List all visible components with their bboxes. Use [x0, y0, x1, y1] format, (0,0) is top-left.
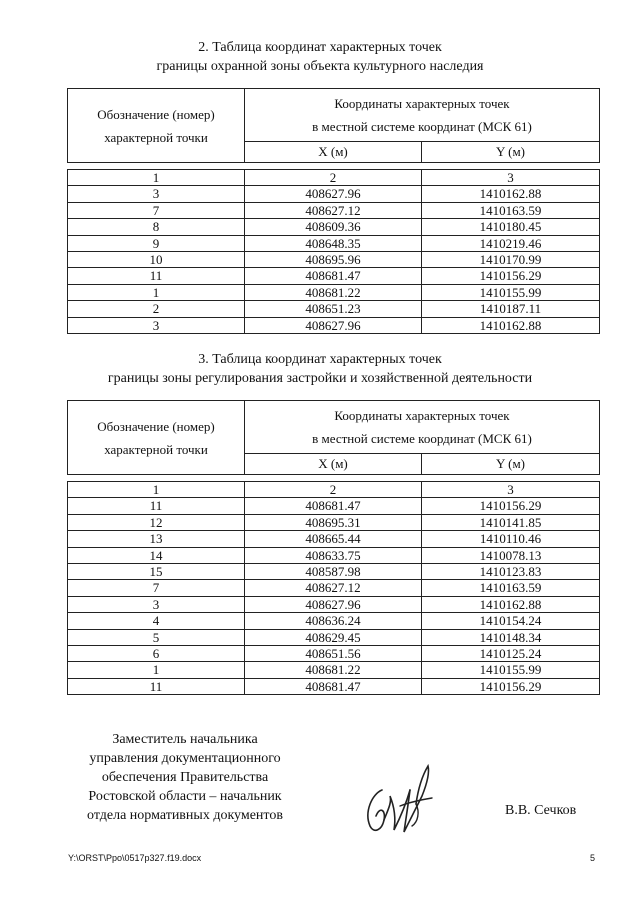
header-x: X (м)	[245, 142, 422, 163]
x-coordinate-cell: 408648.35	[245, 235, 422, 251]
numbering-cell: 3	[422, 170, 600, 186]
x-coordinate-cell: 408681.47	[245, 498, 422, 514]
handwritten-signature	[360, 760, 440, 840]
table-row	[68, 678, 600, 694]
x-coordinate-cell: 408636.24	[245, 613, 422, 629]
table-row	[68, 514, 600, 530]
point-number-cell: 10	[68, 252, 245, 268]
point-number-cell: 11	[68, 498, 245, 514]
x-coordinate-cell: 408681.22	[245, 284, 422, 300]
table-row	[68, 317, 600, 333]
y-coordinate-cell: 1410162.88	[422, 596, 600, 612]
y-coordinate-cell: 1410123.83	[422, 564, 600, 580]
point-number-cell: 2	[68, 301, 245, 317]
y-coordinate-cell: 1410187.11	[422, 301, 600, 317]
y-coordinate-cell: 1410180.45	[422, 219, 600, 235]
y-coordinate-cell: 1410148.34	[422, 629, 600, 645]
table-row	[68, 498, 600, 514]
table-row	[68, 268, 600, 284]
point-number-cell: 7	[68, 580, 245, 596]
point-number-cell: 6	[68, 646, 245, 662]
footer-file-path: Y:\ORST\Ppo\0517p327.f19.docx	[68, 853, 202, 863]
point-number-cell: 1	[68, 284, 245, 300]
signer-name: В.В. Сечков	[505, 803, 577, 818]
y-coordinate-cell: 1410125.24	[422, 646, 600, 662]
table2-caption	[0, 38, 640, 76]
table-row	[68, 564, 600, 580]
table-row	[68, 219, 600, 235]
x-coordinate-cell: 408627.12	[245, 580, 422, 596]
y-coordinate-cell: 1410154.24	[422, 613, 600, 629]
signer-title-line: управления документационного	[89, 751, 281, 766]
y-coordinate-cell: 1410219.46	[422, 235, 600, 251]
header-coordinates: Координаты характерных точек в местной системе координат (МСК 61)	[245, 89, 600, 142]
table2-caption-line1: 2. Таблица координат характерных точек	[198, 40, 442, 55]
table-row	[68, 596, 600, 612]
x-coordinate-cell: 408633.75	[245, 547, 422, 563]
table-row	[68, 580, 600, 596]
numbering-cell: 1	[68, 170, 245, 186]
x-coordinate-cell: 408627.96	[245, 596, 422, 612]
x-coordinate-cell: 408587.98	[245, 564, 422, 580]
signer-title-line: Ростовской области – начальник	[88, 789, 282, 804]
x-coordinate-cell: 408695.31	[245, 514, 422, 530]
header-point-designation: Обозначение (номер) характерной точки	[68, 401, 245, 475]
table-row	[68, 646, 600, 662]
point-number-cell: 9	[68, 235, 245, 251]
point-number-cell: 14	[68, 547, 245, 563]
point-number-cell: 11	[68, 268, 245, 284]
y-coordinate-cell: 1410141.85	[422, 514, 600, 530]
y-coordinate-cell: 1410155.99	[422, 284, 600, 300]
point-number-cell: 1	[68, 662, 245, 678]
table-row	[68, 252, 600, 268]
point-number-cell: 12	[68, 514, 245, 530]
x-coordinate-cell: 408695.96	[245, 252, 422, 268]
table3-caption	[0, 350, 640, 388]
point-number-cell: 15	[68, 564, 245, 580]
header-point-designation: Обозначение (номер) характерной точки	[68, 89, 245, 163]
signer-title	[60, 730, 310, 825]
table-row	[68, 301, 600, 317]
y-coordinate-cell: 1410162.88	[422, 186, 600, 202]
numbering-cell: 3	[422, 482, 600, 498]
table-row	[68, 235, 600, 251]
numbering-cell: 2	[245, 482, 422, 498]
x-coordinate-cell: 408629.45	[245, 629, 422, 645]
table-row	[68, 662, 600, 678]
table-row	[68, 613, 600, 629]
y-coordinate-cell: 1410156.29	[422, 268, 600, 284]
header-y: Y (м)	[422, 142, 600, 163]
x-coordinate-cell: 408627.12	[245, 202, 422, 218]
header-y: Y (м)	[422, 454, 600, 475]
table-gap	[68, 163, 600, 170]
signer-title-line: обеспечения Правительства	[101, 770, 269, 785]
table-row	[68, 202, 600, 218]
table-row	[68, 284, 600, 300]
point-number-cell: 13	[68, 531, 245, 547]
table-row	[68, 186, 600, 202]
page-number: 5	[590, 853, 596, 863]
point-number-cell: 8	[68, 219, 245, 235]
table-row	[68, 629, 600, 645]
x-coordinate-cell: 408651.23	[245, 301, 422, 317]
numbering-cell: 2	[245, 170, 422, 186]
x-coordinate-cell: 408665.44	[245, 531, 422, 547]
table-row	[68, 531, 600, 547]
numbering-cell: 1	[68, 482, 245, 498]
y-coordinate-cell: 1410170.99	[422, 252, 600, 268]
table2-caption-line2: границы охранной зоны объекта культурного наследия	[156, 59, 484, 74]
point-number-cell: 3	[68, 317, 245, 333]
y-coordinate-cell: 1410078.13	[422, 547, 600, 563]
y-coordinate-cell: 1410110.46	[422, 531, 600, 547]
y-coordinate-cell: 1410156.29	[422, 498, 600, 514]
x-coordinate-cell: 408627.96	[245, 317, 422, 333]
x-coordinate-cell: 408627.96	[245, 186, 422, 202]
point-number-cell: 5	[68, 629, 245, 645]
y-coordinate-cell: 1410162.88	[422, 317, 600, 333]
x-coordinate-cell: 408681.47	[245, 678, 422, 694]
point-number-cell: 11	[68, 678, 245, 694]
header-x: X (м)	[245, 454, 422, 475]
point-number-cell: 4	[68, 613, 245, 629]
numbering-row	[68, 482, 600, 498]
signer-title-line: Заместитель начальника	[112, 732, 258, 747]
y-coordinate-cell: 1410156.29	[422, 678, 600, 694]
x-coordinate-cell: 408681.22	[245, 662, 422, 678]
x-coordinate-cell: 408681.47	[245, 268, 422, 284]
table3-caption-line1: 3. Таблица координат характерных точек	[198, 352, 442, 367]
table-row	[68, 547, 600, 563]
table-gap	[68, 475, 600, 482]
point-number-cell: 7	[68, 202, 245, 218]
y-coordinate-cell: 1410163.59	[422, 580, 600, 596]
x-coordinate-cell: 408651.56	[245, 646, 422, 662]
signer-title-line: отдела нормативных документов	[87, 808, 283, 823]
table3-caption-line2: границы зоны регулирования застройки и хозяйственной деятельности	[107, 371, 533, 386]
point-number-cell: 3	[68, 596, 245, 612]
x-coordinate-cell: 408609.36	[245, 219, 422, 235]
y-coordinate-cell: 1410155.99	[422, 662, 600, 678]
numbering-row	[68, 170, 600, 186]
point-number-cell: 3	[68, 186, 245, 202]
y-coordinate-cell: 1410163.59	[422, 202, 600, 218]
header-coordinates: Координаты характерных точек в местной системе координат (МСК 61)	[245, 401, 600, 454]
table3	[67, 400, 600, 695]
table2	[67, 88, 600, 334]
